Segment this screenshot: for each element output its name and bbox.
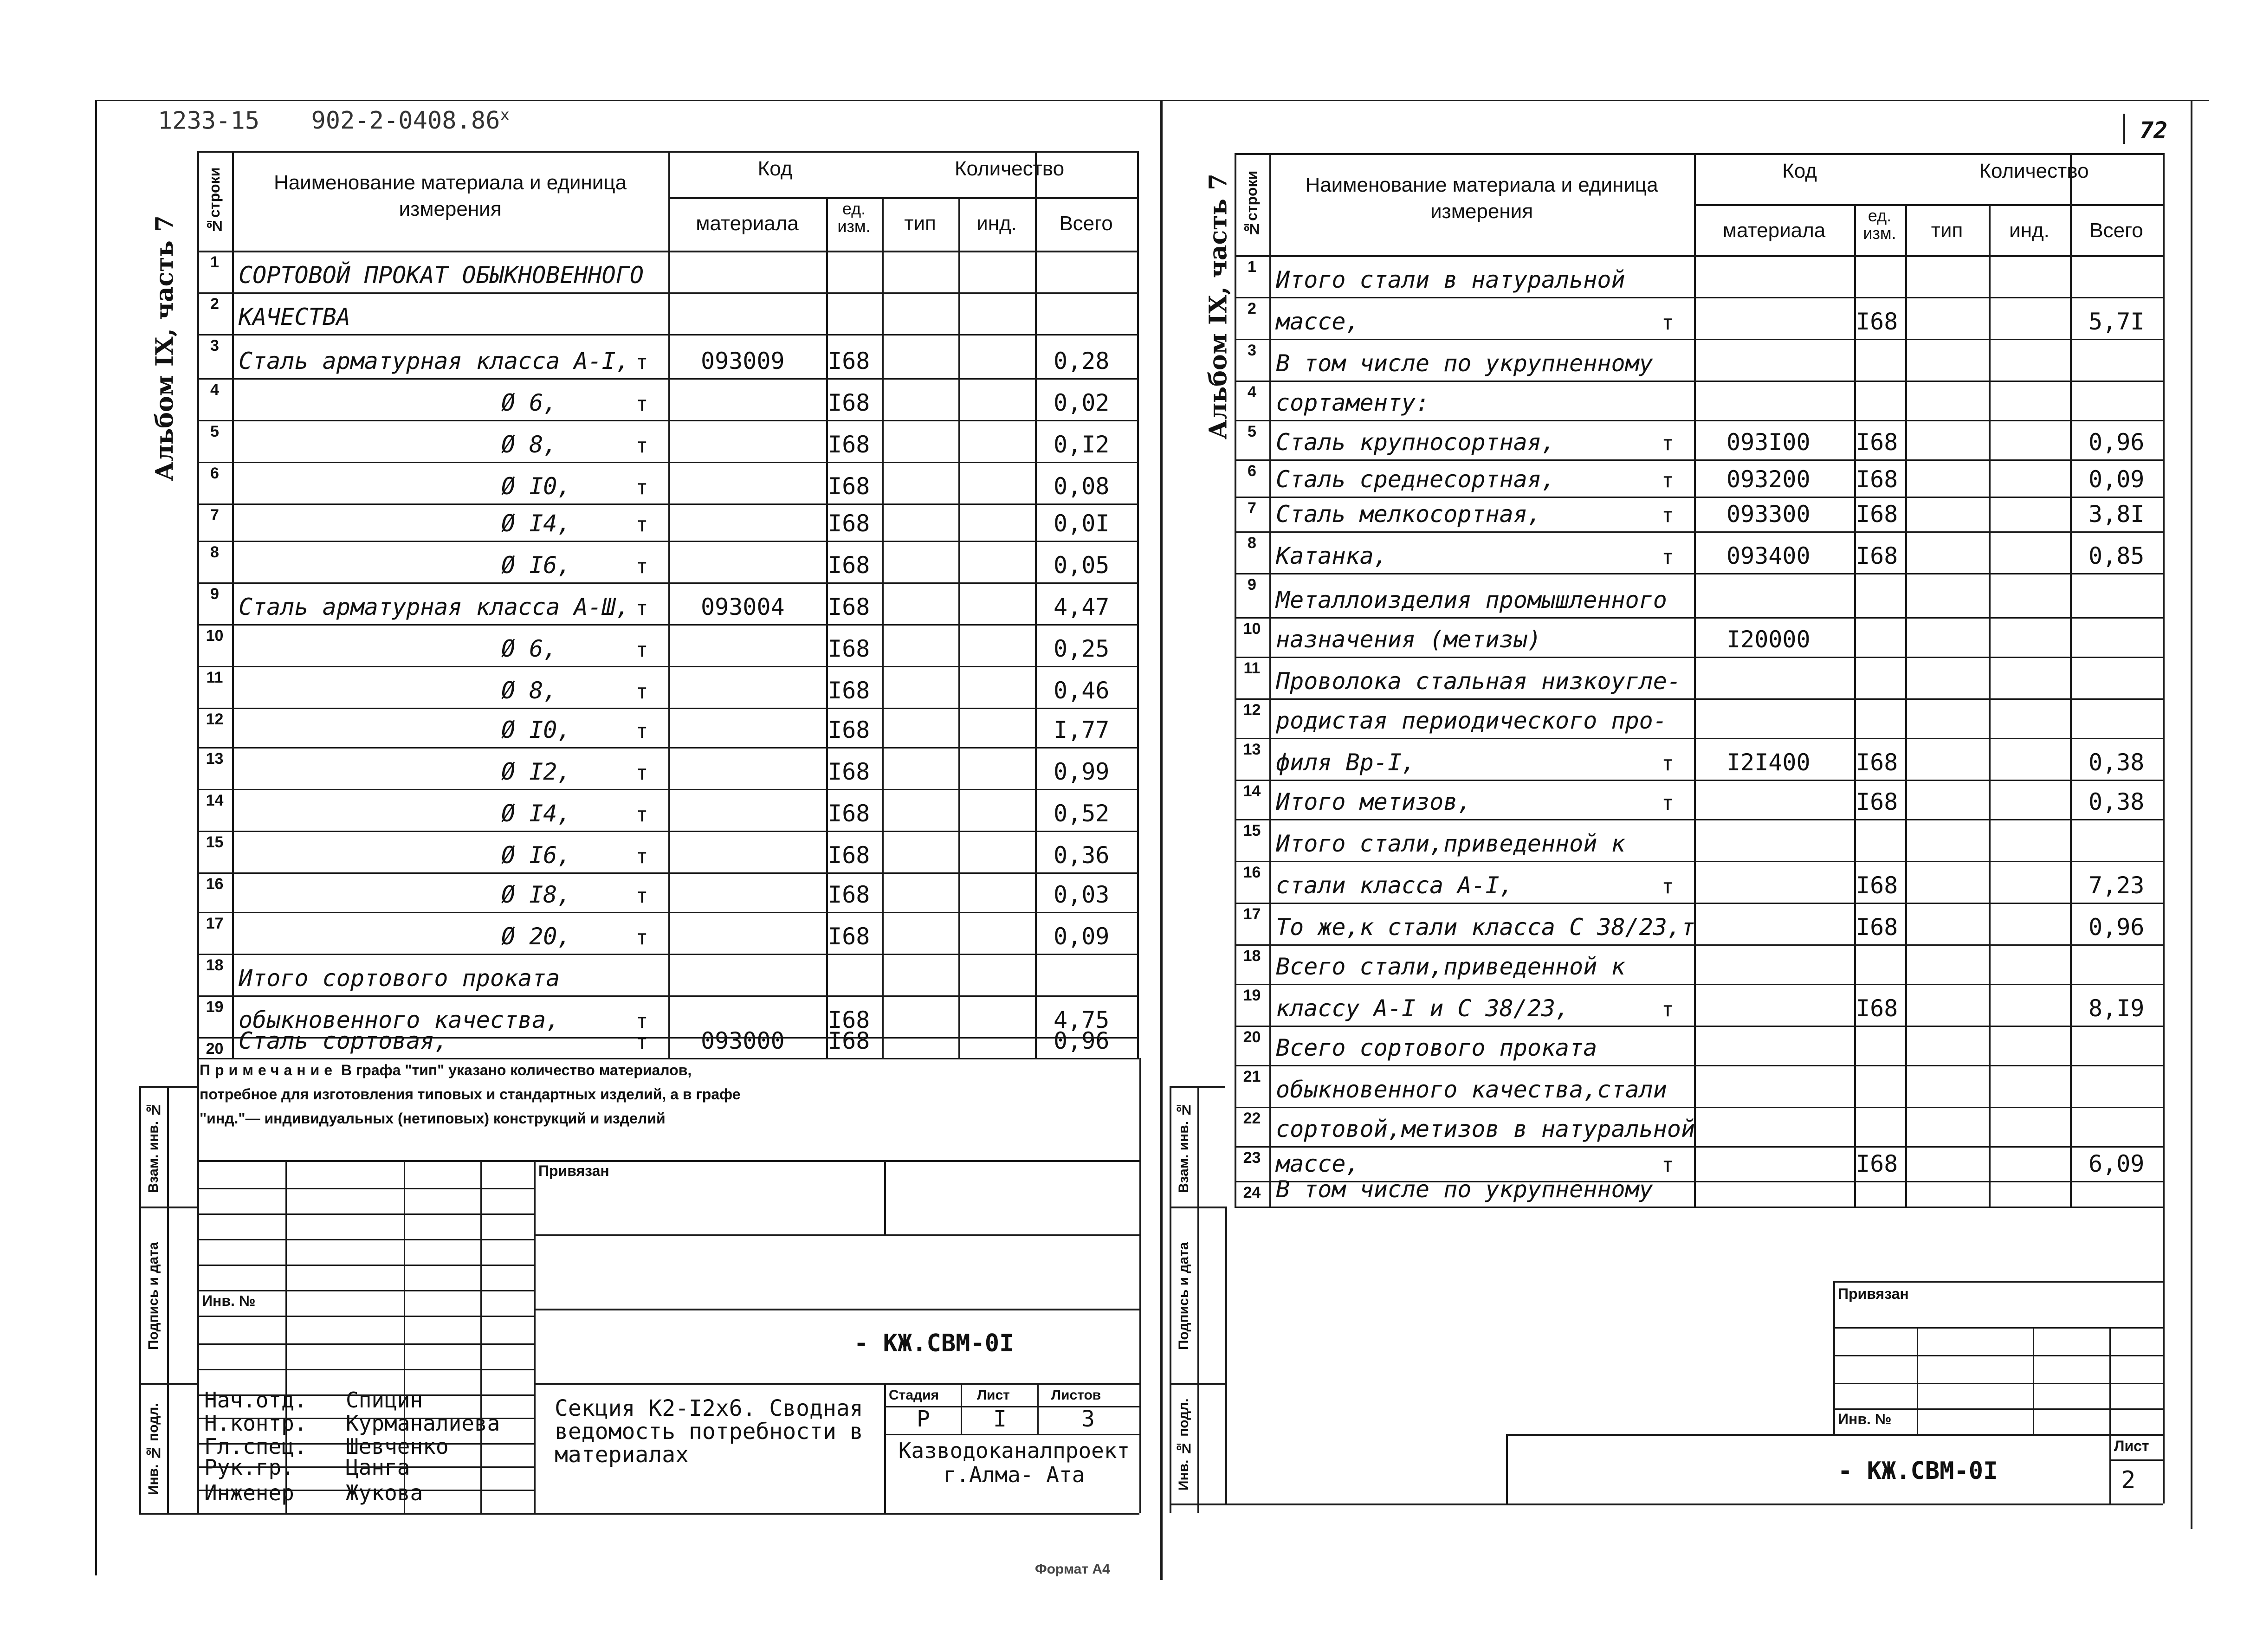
right-header-total: Всего	[2089, 219, 2143, 242]
right-row-unit: I68	[1856, 995, 1898, 1022]
right-row-name: массе,	[1276, 1150, 1360, 1177]
left-row-name: Сталь арматурная класса А-I,	[239, 348, 630, 374]
left-row-unit-t: т	[636, 476, 648, 499]
right-row-unit-t: т	[1662, 998, 1674, 1021]
side-label-inv-podl-left: Инв. № подл.	[146, 1403, 161, 1495]
right-row-number: 10	[1243, 620, 1261, 638]
right-row-unit: I68	[1856, 749, 1898, 776]
left-row-unit: I68	[828, 677, 870, 704]
right-row-unit: I68	[1856, 308, 1898, 335]
left-row-total: 0,99	[1054, 758, 1110, 785]
stamp-person-name: Спицин	[346, 1387, 423, 1413]
left-row-code: 093004	[701, 594, 785, 620]
right-row-unit-t: т	[1662, 545, 1674, 569]
left-row-unit-t: т	[636, 1009, 648, 1033]
right-row-name: Всего сортового проката	[1276, 1034, 1597, 1061]
left-row-name: Ø 8,	[501, 677, 557, 704]
listov-value: 3	[1081, 1406, 1095, 1432]
left-row-number: 7	[210, 506, 219, 524]
org-name: Казводоканалпроект г.Алма- Ата	[898, 1438, 1130, 1487]
left-row-number: 9	[210, 585, 219, 603]
right-row-name: Итого стали,приведенной к	[1276, 830, 1625, 857]
right-row-name: сортаменту:	[1276, 389, 1430, 416]
left-header-ind: инд.	[976, 212, 1017, 235]
left-row-number: 5	[210, 423, 219, 440]
left-row-number: 13	[206, 750, 224, 768]
left-row-unit-t: т	[636, 926, 648, 949]
right-row-name: филя Вр-I,	[1276, 749, 1416, 776]
doc-number: 902-2-0408.86	[311, 107, 500, 135]
left-row-unit-t: т	[636, 596, 648, 620]
left-row-name: СОРТОВОЙ ПРОКАТ ОБЫКНОВЕННОГО	[239, 262, 644, 289]
right-row-unit-t: т	[1662, 875, 1674, 898]
right-row-number: 16	[1243, 864, 1261, 881]
right-row-total: 6,09	[2088, 1150, 2145, 1177]
left-row-name: Ø I4,	[501, 510, 571, 537]
album-label-right: Альбом IX, часть 7	[1204, 173, 1233, 439]
left-header-rownum: №строки	[206, 167, 223, 234]
note-label: Примечание	[200, 1062, 337, 1078]
left-row-total: 0,28	[1054, 348, 1110, 374]
left-code: 1233-15	[158, 107, 260, 135]
right-row-unit-t: т	[1662, 432, 1674, 455]
left-row-number: 11	[206, 669, 223, 686]
left-page-frame	[95, 100, 97, 1575]
right-row-number: 5	[1248, 423, 1256, 440]
right-row-name: классу А-I и С 38/23,	[1276, 995, 1570, 1022]
left-row-total: 0,25	[1054, 635, 1110, 662]
left-row-number: 8	[210, 543, 219, 561]
right-row-name: Сталь среднесортная,	[1276, 466, 1556, 493]
left-header-type: тип	[904, 212, 936, 235]
left-row-total: 4,75	[1054, 1007, 1110, 1033]
right-row-name: Всего стали,приведенной к	[1276, 953, 1625, 980]
right-row-unit: I68	[1856, 501, 1898, 528]
left-row-number: 18	[206, 956, 224, 974]
left-row-name: Сталь арматурная класса А-Ш,	[239, 594, 630, 620]
right-row-number: 2	[1248, 300, 1256, 317]
right-page-frame	[2191, 100, 2192, 1529]
left-row-unit-t: т	[636, 680, 648, 703]
right-row-unit-t: т	[1662, 469, 1674, 492]
left-row-total: 0,09	[1054, 923, 1110, 950]
right-row-unit-t: т	[1662, 311, 1674, 335]
right-row-code: 093400	[1726, 542, 1810, 569]
left-row-total: 0,52	[1054, 800, 1110, 827]
right-row-name: назначения (метизы)	[1276, 626, 1541, 653]
left-row-number: 15	[206, 833, 224, 851]
stamp-title: Секция К2-I2х6. Сводная ведомость потребности в материалах	[555, 1395, 863, 1468]
right-row-name: Проволока стальная низкоугле-	[1276, 668, 1681, 695]
left-row-unit-t: т	[636, 845, 648, 868]
stamp-person-name: Шевченко	[346, 1434, 449, 1459]
right-row-number: 3	[1248, 342, 1256, 359]
stamp-person-name: Цанга	[346, 1455, 410, 1480]
left-row-name: Ø I0,	[501, 716, 571, 743]
right-header-code-material: материала	[1722, 219, 1826, 242]
doc-suffix: x	[500, 106, 510, 124]
side-label-podpis-right: Подпись и дата	[1176, 1242, 1191, 1350]
left-row-number: 10	[206, 627, 224, 645]
stamp-role: Н.контр.	[204, 1411, 307, 1436]
left-row-name: Итого сортового проката	[239, 965, 560, 992]
left-row-total: 0,96	[1054, 1027, 1110, 1054]
right-header-unit: ед. изм.	[1863, 206, 1896, 243]
right-row-unit: I68	[1856, 466, 1898, 493]
right-row-unit-t: т	[1662, 1153, 1674, 1177]
right-row-number: 9	[1248, 576, 1256, 594]
left-row-unit: I68	[828, 552, 870, 579]
stamp-role: Инженер	[204, 1480, 294, 1505]
right-row-unit: I68	[1856, 788, 1898, 815]
left-row-unit-t: т	[636, 350, 648, 374]
right-row-name: В том числе по укрупненному	[1276, 1176, 1653, 1203]
right-row-number: 21	[1243, 1068, 1261, 1085]
left-row-unit: I68	[828, 1007, 870, 1033]
left-row-unit: I68	[828, 881, 870, 908]
right-row-total: 0,96	[2088, 429, 2145, 456]
right-row-code: 093300	[1726, 501, 1810, 528]
right-row-number: 7	[1248, 499, 1256, 517]
left-row-unit: I68	[828, 431, 870, 458]
left-row-unit-t: т	[636, 638, 648, 662]
left-row-total: 0,I2	[1054, 431, 1110, 458]
left-row-total: 0,08	[1054, 473, 1110, 500]
left-row-number: 4	[210, 381, 219, 399]
left-row-total: 0,0I	[1054, 510, 1110, 537]
left-row-name: Ø 8,	[501, 431, 557, 458]
stamp-person-name: Жукова	[346, 1480, 423, 1505]
left-header-total: Всего	[1059, 212, 1113, 235]
right-row-name: Итого стали в натуральной	[1276, 266, 1625, 293]
left-row-unit: I68	[828, 758, 870, 785]
right-row-number: 1	[1248, 258, 1256, 276]
right-row-name: То же,к стали класса С 38/23,т	[1276, 914, 1695, 941]
right-row-number: 18	[1243, 947, 1261, 965]
list-label-right: Лист	[2114, 1438, 2149, 1454]
right-header-ind: инд.	[2009, 219, 2050, 242]
right-row-name: родистая периодического про-	[1276, 707, 1667, 734]
left-row-unit: I68	[828, 348, 870, 374]
stamp-inv-no-left: Инв. №	[202, 1292, 256, 1309]
stamp-doc-code-right: - КЖ.СВМ-0I	[1838, 1457, 1998, 1485]
right-row-number: 22	[1243, 1110, 1261, 1127]
left-row-name: Ø I4,	[501, 800, 571, 827]
right-header-name: Наименование материала и единица измерения	[1305, 174, 1658, 223]
left-row-total: 0,02	[1054, 389, 1110, 416]
right-row-number: 12	[1243, 701, 1261, 719]
right-row-total: 7,23	[2088, 872, 2145, 899]
left-row-total: 4,47	[1054, 594, 1110, 620]
left-row-total: 0,03	[1054, 881, 1110, 908]
right-row-unit-t: т	[1662, 791, 1674, 815]
right-row-number: 17	[1243, 905, 1261, 923]
doc-reference	[158, 106, 510, 135]
side-label-vzam-right: Взам. инв. №	[1176, 1102, 1191, 1193]
right-row-total: 8,I9	[2088, 995, 2145, 1022]
left-row-number: 17	[206, 915, 224, 932]
left-row-total: 0,46	[1054, 677, 1110, 704]
left-row-total: 0,05	[1054, 552, 1110, 579]
stamp-privyazan-right: Привязан	[1838, 1285, 1909, 1302]
right-row-total: 0,38	[2088, 749, 2145, 776]
left-row-unit: I68	[828, 923, 870, 950]
left-header-code: Код	[757, 157, 793, 180]
left-row-name: Ø I0,	[501, 473, 571, 500]
right-row-number: 14	[1243, 782, 1261, 800]
right-row-number: 8	[1248, 534, 1256, 552]
left-row-name: Ø I2,	[501, 758, 571, 785]
stamp-privyazan-left: Привязан	[538, 1162, 609, 1179]
right-row-number: 19	[1243, 987, 1261, 1004]
list-value-left: I	[993, 1406, 1007, 1432]
right-row-code: 093I00	[1726, 429, 1810, 456]
left-row-name: Ø I6,	[501, 552, 571, 579]
right-row-unit-t: т	[1662, 503, 1674, 527]
page-divider	[1160, 100, 1163, 1580]
right-row-number: 24	[1243, 1184, 1261, 1201]
left-row-unit-t: т	[636, 719, 648, 743]
right-header-code: Код	[1782, 160, 1817, 182]
right-row-code: I2I400	[1726, 749, 1810, 776]
left-row-total: 0,36	[1054, 842, 1110, 869]
right-row-number: 15	[1243, 822, 1261, 839]
left-row-unit: I68	[828, 716, 870, 743]
right-row-unit-t: т	[1662, 752, 1674, 775]
left-row-unit-t: т	[636, 392, 648, 416]
right-row-unit: I68	[1856, 914, 1898, 941]
note-text: В графа "тип" указано количество материалов, потребное для изготовления типовых и стандартных изделий, а в графе "инд."— индивидуальных (нетиповых) конструкций и изделий	[200, 1062, 741, 1127]
left-row-code: 093009	[701, 348, 785, 374]
right-header-rownum: №строки	[1243, 170, 1260, 238]
right-row-name: сортовой,метизов в натуральной	[1276, 1116, 1695, 1142]
left-header-quantity: Количество	[954, 157, 1065, 180]
page-number: 72	[2140, 117, 2168, 144]
left-row-number: 3	[210, 337, 219, 355]
left-row-name: КАЧЕСТВА	[239, 303, 350, 330]
format-label: Формат А4	[1035, 1562, 1110, 1577]
left-row-number: 16	[206, 875, 224, 893]
left-row-number: 12	[206, 710, 224, 728]
left-row-unit: I68	[828, 1027, 870, 1054]
right-row-unit: I68	[1856, 429, 1898, 456]
right-row-name: Итого метизов,	[1276, 788, 1472, 815]
right-header-type: тип	[1931, 219, 1963, 242]
left-row-unit-t: т	[636, 884, 648, 908]
listov-label: Листов	[1051, 1387, 1101, 1403]
right-row-number: 20	[1243, 1028, 1261, 1046]
left-header-code-material: материала	[696, 212, 799, 235]
left-row-number: 1	[210, 253, 219, 271]
right-row-number: 4	[1248, 383, 1256, 401]
left-row-unit: I68	[828, 510, 870, 537]
right-row-name: В том числе по укрупненному	[1276, 350, 1653, 377]
right-row-number: 11	[1243, 659, 1261, 677]
left-row-name: Ø 6,	[501, 389, 557, 416]
left-row-unit-t: т	[636, 761, 648, 785]
left-row-name: Ø 20,	[501, 923, 571, 950]
right-row-number: 13	[1243, 741, 1261, 758]
right-row-name: Сталь мелкосортная,	[1276, 501, 1541, 528]
note	[200, 1058, 756, 1130]
left-row-unit-t: т	[636, 434, 648, 458]
left-row-unit: I68	[828, 635, 870, 662]
right-row-name: стали класса А-I,	[1276, 872, 1513, 899]
stamp-person-name: Курманалиева	[346, 1411, 500, 1436]
left-row-unit-t: т	[636, 1030, 648, 1054]
stamp-role: Гл.спец.	[204, 1434, 307, 1459]
left-row-name: Ø 6,	[501, 635, 557, 662]
right-row-code: I20000	[1726, 626, 1810, 653]
left-row-number: 19	[206, 998, 224, 1016]
left-row-unit: I68	[828, 389, 870, 416]
left-row-number: 6	[210, 465, 219, 482]
right-row-name: обыкновенного качества,стали	[1276, 1076, 1667, 1103]
right-row-total: 0,96	[2088, 914, 2145, 941]
right-row-total: 0,09	[2088, 466, 2145, 493]
right-row-name: Металлоизделия промышленного	[1276, 587, 1667, 613]
left-row-number: 14	[206, 792, 224, 809]
right-row-total: 0,38	[2088, 788, 2145, 815]
right-row-unit: I68	[1856, 542, 1898, 569]
stadia-value: Р	[917, 1406, 930, 1432]
stamp-inv-no-right: Инв. №	[1838, 1411, 1892, 1427]
right-row-unit: I68	[1856, 1150, 1898, 1177]
left-header-name: Наименование материала и единица измерения	[273, 171, 627, 221]
stamp-role: Нач.отд.	[204, 1387, 307, 1413]
left-row-name: Ø I8,	[501, 881, 571, 908]
right-row-number: 23	[1243, 1149, 1261, 1167]
left-row-unit: I68	[828, 800, 870, 827]
right-row-name: массе,	[1276, 308, 1360, 335]
right-row-code: 093200	[1726, 466, 1810, 493]
stamp-role: Рук.гр.	[204, 1455, 294, 1480]
left-row-total: I,77	[1054, 716, 1110, 743]
left-row-unit-t: т	[636, 513, 648, 536]
album-label-left: Альбом IX, часть 7	[150, 215, 179, 481]
right-row-unit: I68	[1856, 872, 1898, 899]
left-row-unit: I68	[828, 842, 870, 869]
right-row-total: 0,85	[2088, 542, 2145, 569]
right-row-name: Сталь крупносортная,	[1276, 429, 1556, 456]
left-row-unit-t: т	[636, 803, 648, 826]
side-label-vzam-left: Взам. инв. №	[146, 1102, 161, 1193]
left-row-unit: I68	[828, 594, 870, 620]
left-row-number: 20	[206, 1040, 224, 1058]
list-value-right: 2	[2121, 1466, 2136, 1494]
side-label-inv-podl-right: Инв. № подл.	[1176, 1398, 1191, 1491]
left-row-name: Сталь сортовая,	[239, 1027, 448, 1054]
left-row-name: Ø I6,	[501, 842, 571, 869]
side-label-podpis-left: Подпись и дата	[146, 1242, 161, 1350]
stamp-doc-code-left: - КЖ.СВМ-0I	[854, 1329, 1014, 1357]
list-label-left: Лист	[977, 1387, 1010, 1403]
left-row-unit: I68	[828, 473, 870, 500]
left-row-unit-t: т	[636, 555, 648, 578]
left-row-number: 2	[210, 295, 219, 313]
right-row-name: Катанка,	[1276, 542, 1388, 569]
right-row-total: 5,7I	[2088, 308, 2145, 335]
left-row-name: обыкновенного качества,	[239, 1007, 560, 1033]
left-row-code: 093000	[701, 1027, 785, 1054]
right-row-number: 6	[1248, 462, 1256, 480]
stadia-label: Стадия	[889, 1387, 939, 1403]
right-row-total: 3,8I	[2088, 501, 2145, 528]
left-header-unit: ед. изм.	[837, 199, 871, 236]
right-header-quantity: Количество	[1979, 160, 2089, 182]
